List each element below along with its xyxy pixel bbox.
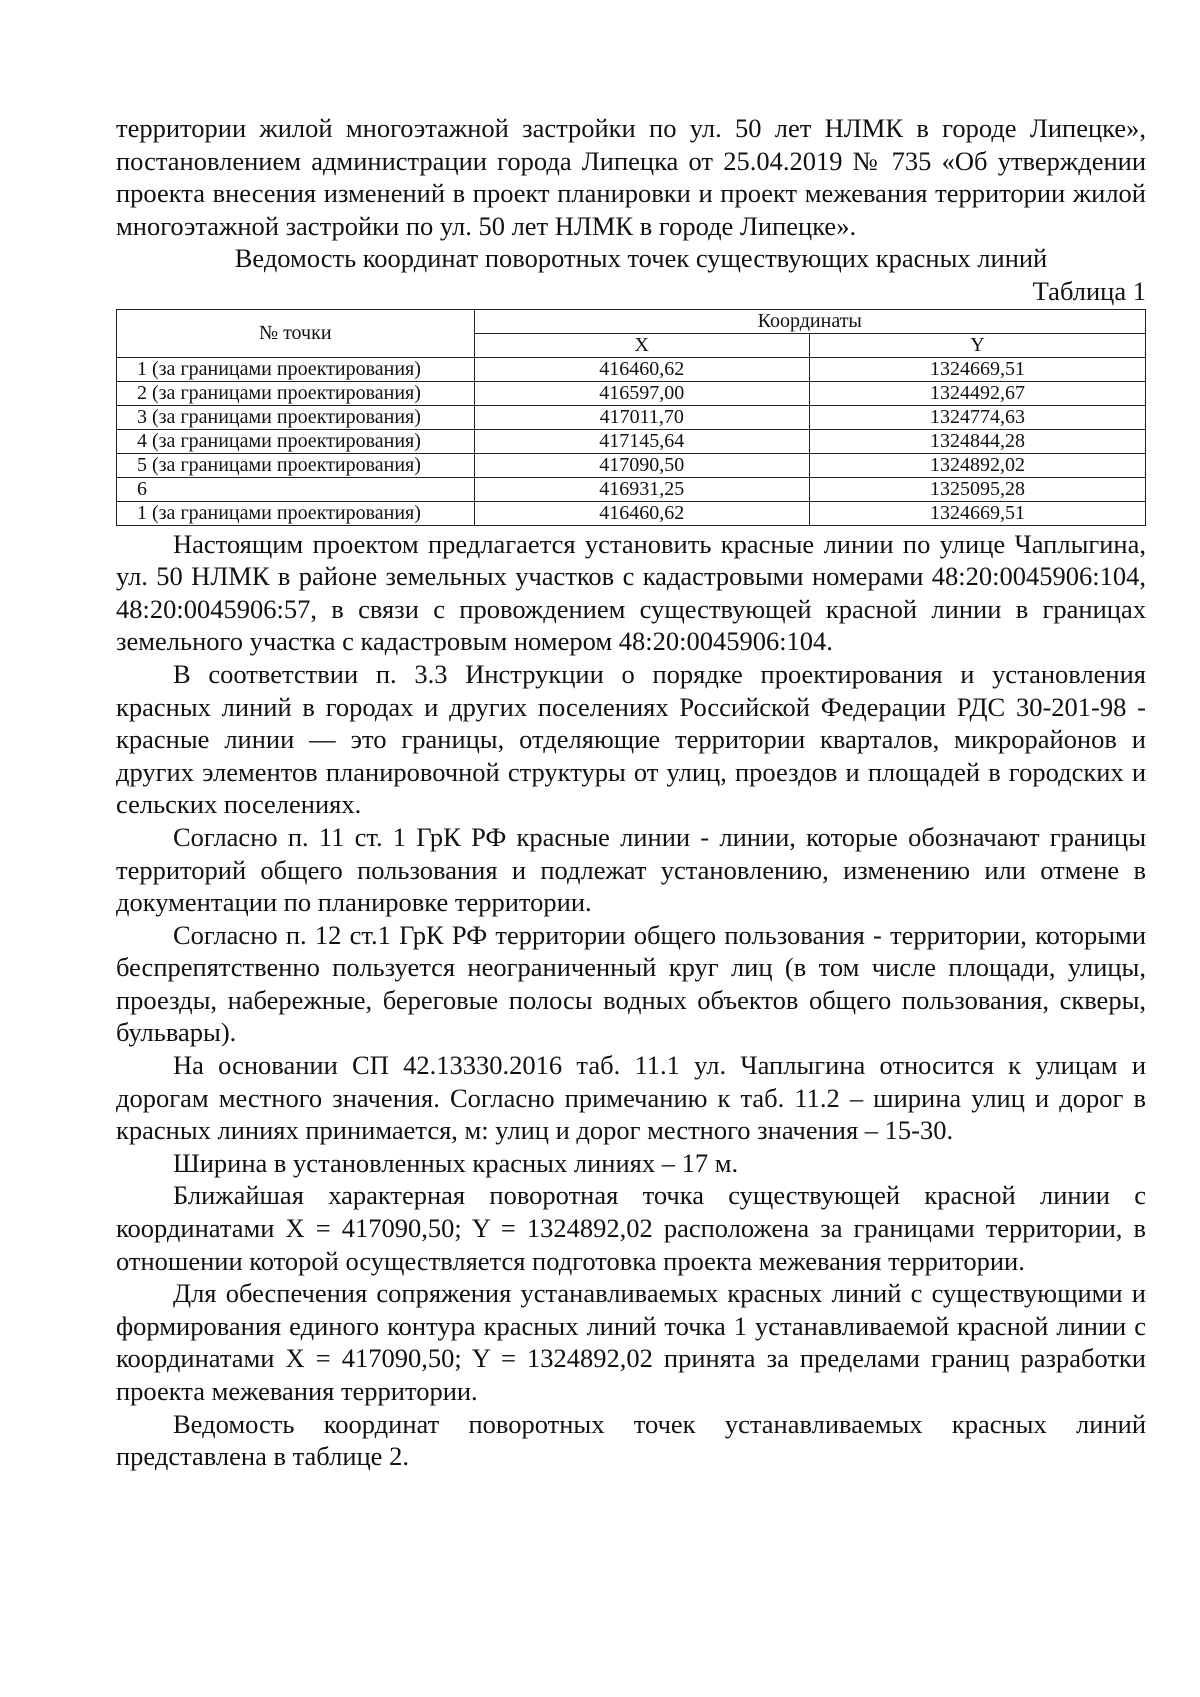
cell-point: 3 (за границами проектирования) — [117, 405, 475, 429]
cell-x: 416597,00 — [474, 381, 809, 405]
paragraph-red-lines-proposal: Настоящим проектом предлагается установить красные линии по улице Чаплыгина, ул. 50 НЛМК в районе земельных участков с кадастровыми номерами 48:20:0045906:104, 48:20:0045906:57, в связи с провождением существующей красной линии в границах земельного участка с кадастровым номером 48:20:0045906:104. — [116, 528, 1146, 657]
table-row — [117, 405, 1146, 429]
table-row — [117, 381, 1146, 405]
cell-x: 417145,64 — [474, 429, 809, 453]
cell-x: 417011,70 — [474, 405, 809, 429]
table-row — [117, 453, 1146, 477]
cell-y: 1324774,63 — [809, 405, 1145, 429]
coordinates-table — [116, 309, 1146, 526]
cell-y: 1324669,51 — [809, 357, 1145, 381]
cell-x: 416460,62 — [474, 501, 809, 525]
paragraph-rds-definition: В соответствии п. 3.3 Инструкции о порядке проектирования и установления красных линий в городах и других поселениях Российской Федерации РДС 30-201-98 - красные линии — это границы, отделяющие территории кварталов, микрорайонов и других элементов планировочной структуры от улиц, проездов и площадей в городских и сельских поселениях. — [116, 658, 1146, 820]
table-row — [117, 357, 1146, 381]
cell-x: 416460,62 — [474, 357, 809, 381]
header-point: № точки — [117, 309, 475, 357]
cell-y: 1324892,02 — [809, 453, 1145, 477]
cell-x: 416931,25 — [474, 477, 809, 501]
intro-paragraph: территории жилой многоэтажной застройки по ул. 50 лет НЛМК в городе Липецке», постановлением администрации города Липецка от 25.04.2019 № 735 «Об утверждении проекта внесения изменений в проект планировки и проект межевания территории жилой многоэтажной застройки по ул. 50 лет НЛМК в городе Липецке». — [116, 113, 1146, 241]
cell-point: 1 (за границами проектирования) — [117, 501, 475, 525]
table-header-row — [117, 309, 1146, 333]
paragraph-grk-p12: Согласно п. 12 ст.1 ГрК РФ территории общего пользования - территории, которыми беспрепятственно пользуется неограниченный круг лиц (в том числе площади, улицы, проезды, набережные, береговые полосы водных объектов общего пользования, скверы, бульвары). — [116, 919, 1146, 1048]
cell-y: 1324669,51 — [809, 501, 1145, 525]
paragraph-width: Ширина в установленных красных линиях – 17 м. — [173, 1147, 739, 1178]
cell-y: 1324844,28 — [809, 429, 1145, 453]
cell-point: 5 (за границами проектирования) — [117, 453, 475, 477]
paragraph-grk-p11: Согласно п. 11 ст. 1 ГрК РФ красные линии - линии, которые обозначают границы территорий общего пользования и подлежат установлению, изменению или отмене в документации по планировке территории. — [116, 821, 1146, 918]
cell-y: 1325095,28 — [809, 477, 1145, 501]
cell-point: 1 (за границами проектирования) — [117, 357, 475, 381]
table-heading: Ведомость координат поворотных точек существующих красных линий — [234, 243, 1048, 274]
paragraph-sp-42: На основании СП 42.13330.2016 таб. 11.1 ул. Чаплыгина относится к улицам и дорогам местного значения. Согласно примечанию к таб. 11.2 – ширина улиц и дорог в красных линиях принимается, м: улиц и дорог местного значения – 15-30. — [116, 1050, 1146, 1146]
table-row — [117, 429, 1146, 453]
header-coords: Координаты — [474, 309, 1145, 333]
paragraph-conjugation: Для обеспечения сопряжения устанавливаемых красных линий с существующими и формирования единого контура красных линий точка 1 устанавливаемой красной линии с координатами X = 417090,50; Y = 1324892,02 принята за пределами границ разработки проекта межевания территории. — [116, 1278, 1146, 1406]
paragraph-nearest-point: Ближайшая характерная поворотная точка существующей красной линии с координатами X = 417090,50; Y = 1324892,02 расположена за границами территории, в отношении которой осуществляется подготовка проекта межевания территории. — [116, 1180, 1146, 1276]
table-row — [117, 477, 1146, 501]
table-row — [117, 501, 1146, 525]
document-page — [116, 112, 1146, 1473]
table-label: Таблица 1 — [1032, 275, 1146, 306]
header-x: X — [474, 333, 809, 357]
header-y: Y — [809, 333, 1145, 357]
cell-point: 4 (за границами проектирования) — [117, 429, 475, 453]
cell-point: 2 (за границами проектирования) — [117, 381, 475, 405]
cell-point: 6 — [117, 477, 475, 501]
cell-x: 417090,50 — [474, 453, 809, 477]
paragraph-table-2-reference: Ведомость координат поворотных точек устанавливаемых красных линий представлена в таблице 2. — [116, 1408, 1146, 1472]
cell-y: 1324492,67 — [809, 381, 1145, 405]
